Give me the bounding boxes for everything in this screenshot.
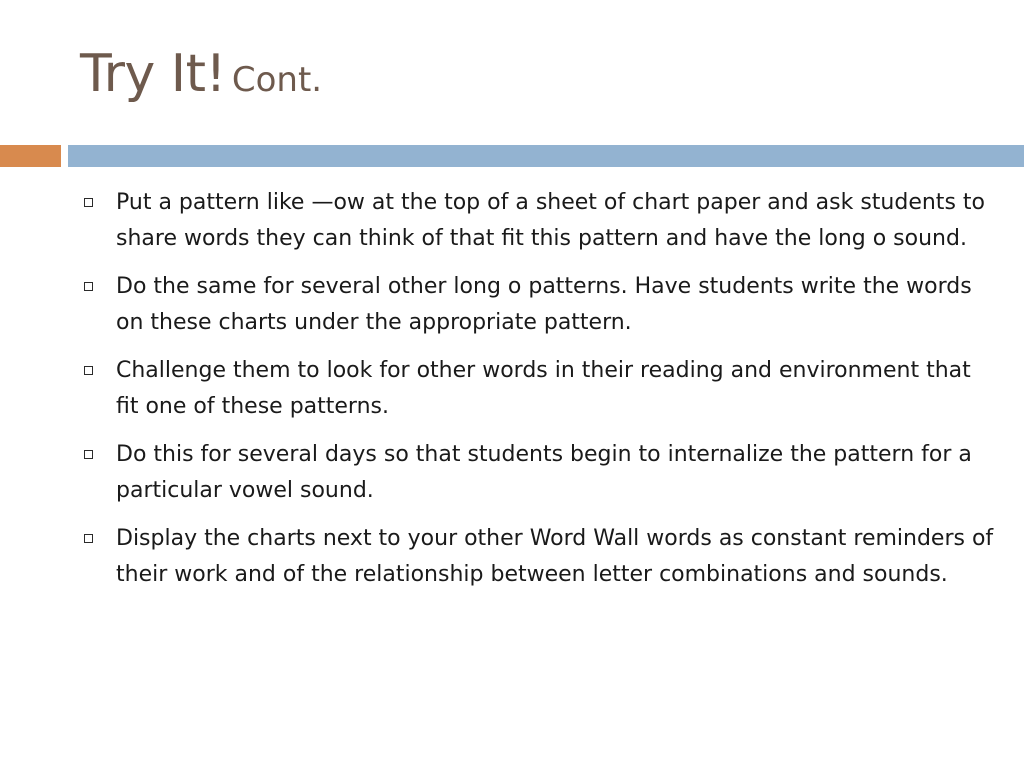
bullet-text: Put a pattern like —ow at the top of a sheet of chart paper and ask students to share words they can think of that fit this pattern and have the long o sound. [116,190,985,251]
bullet-item [80,521,1000,593]
bullet-item [80,353,1000,425]
hollow-square-bullet-icon [84,534,93,543]
accent-bar-left [0,145,61,167]
hollow-square-bullet-icon [84,282,93,291]
hollow-square-bullet-icon [84,450,93,459]
bullet-item [80,269,1000,341]
bullet-text: Display the charts next to your other Word Wall words as constant reminders of their work and of the relationship between letter combinations and sounds. [116,526,994,587]
bullet-list [80,185,1000,605]
bullet-text: Do the same for several other long o patterns. Have students write the words on these charts under the appropriate pattern. [116,274,972,335]
bullet-item [80,437,1000,509]
bullet-text: Do this for several days so that students begin to internalize the pattern for a particular vowel sound. [116,442,972,503]
slide-title-subtitle: Cont. [231,60,323,100]
hollow-square-bullet-icon [84,366,93,375]
bullet-item [80,185,1000,257]
accent-bar-right [68,145,1024,167]
slide-title-main: Try It! [80,44,226,104]
hollow-square-bullet-icon [84,198,93,207]
slide-title [80,44,323,104]
bullet-text: Challenge them to look for other words in their reading and environment that fit one of these patterns. [116,358,971,419]
